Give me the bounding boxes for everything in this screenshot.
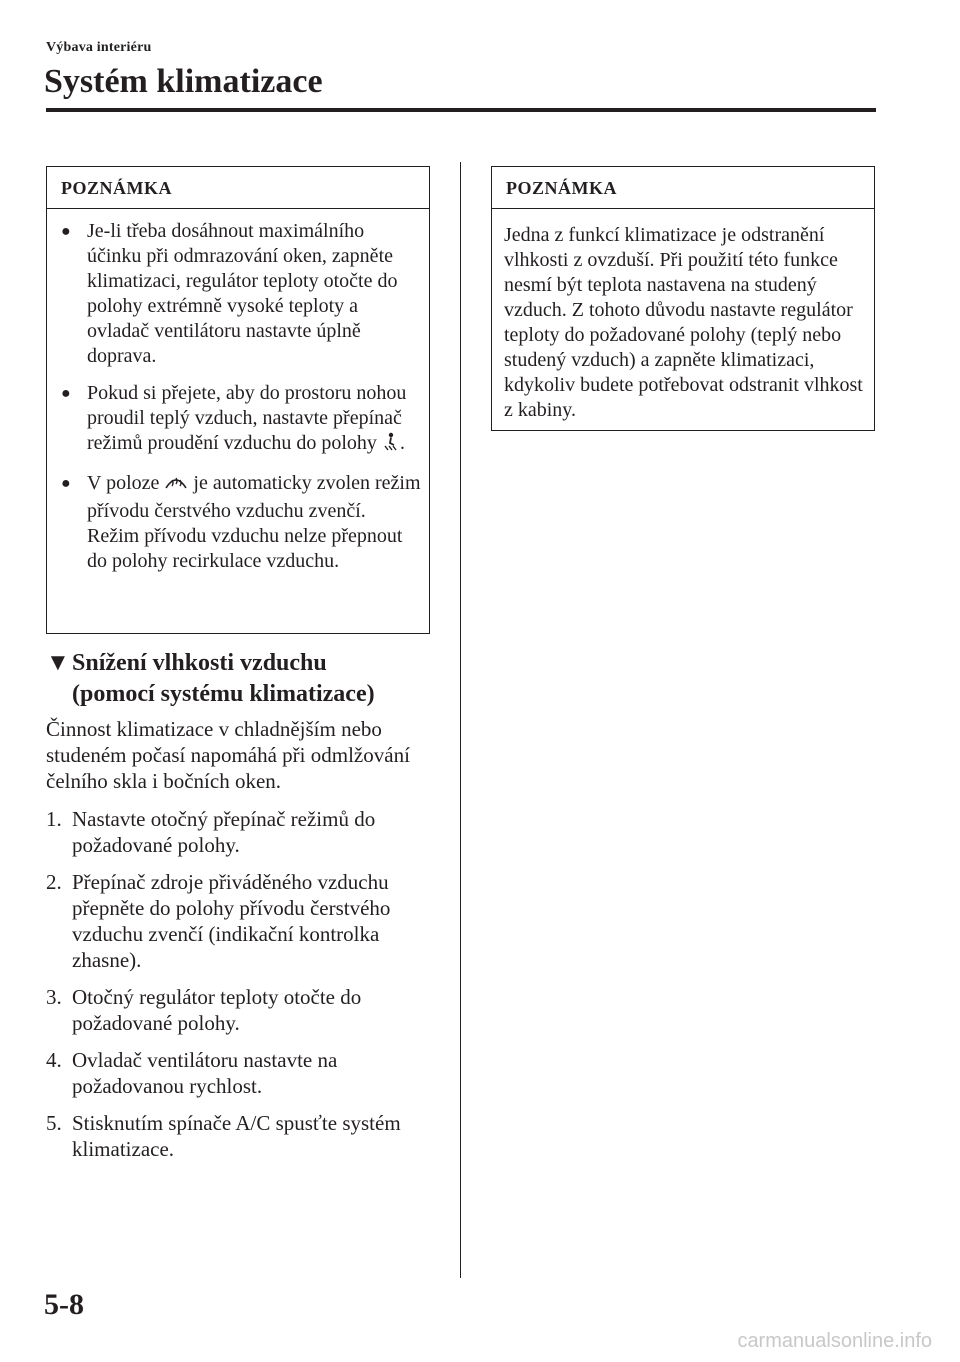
title-rule — [46, 108, 876, 112]
bullet-icon: ● — [61, 475, 71, 492]
note-item-text: je automaticky zvolen režim přívodu čerstvého vzduchu zvenčí. Režim přívodu vzduchu nelze přepnout do polohy recirkulace vzduchu. — [87, 472, 421, 572]
bullet-icon: ● — [61, 385, 71, 402]
step-list — [46, 806, 446, 1173]
note-item-text: . — [399, 432, 405, 454]
step-item — [46, 806, 446, 858]
step-number: 1. — [46, 807, 62, 831]
note-heading: POZNÁMKA — [492, 167, 874, 209]
note-box-left — [46, 166, 430, 634]
note-item-text: Pokud si přejete, aby do prostoru nohou proudil teplý vzduch, nastavte přepínač režimů proudění vzduchu do polohy — [87, 382, 407, 454]
note-item-text: Je-li třeba dosáhnout maximálního účinku při odmrazování oken, zapněte klimatizaci, regulátor teploty otočte do polohy extrémně vysoké teploty a ovladač ventilátoru nastavte úplně doprava. — [87, 220, 398, 367]
page-title: Systém klimatizace — [44, 63, 323, 100]
note-box-right — [491, 166, 875, 431]
step-text: Přepínač zdroje přiváděného vzduchu přepněte do polohy přívodu čerstvého vzduchu zvenčí (indikační kontrolka zhasne). — [72, 870, 391, 972]
step-number: 5. — [46, 1111, 62, 1135]
heading-line-2: (pomocí systému klimatizace) — [72, 681, 375, 707]
step-item — [46, 869, 446, 973]
floor-vent-icon — [382, 432, 400, 459]
step-number: 4. — [46, 1048, 62, 1072]
step-number: 2. — [46, 870, 62, 894]
note-item — [47, 381, 429, 459]
triangle-marker-icon: ▼ — [46, 650, 70, 676]
note-item — [47, 471, 429, 574]
note-item-text: V poloze — [87, 472, 165, 494]
subsection-heading — [46, 648, 375, 710]
step-number: 3. — [46, 985, 62, 1009]
column-divider — [460, 162, 461, 1278]
note-text: Jedna z funkcí klimatizace je odstranění vlhkosti z ovzduší. Při použití této funkce nesmí být teplota nastavena na studený vzduch. Z tohoto důvodu nastavte regulátor teploty do požadované polohy (teplý nebo studený vzduch) a zapněte klimatizaci, kdykoliv budete potřebovat odstranit vlhkost z kabiny. — [504, 224, 863, 421]
page-number: 5-8 — [44, 1288, 84, 1321]
heading-line-1: Snížení vlhkosti vzduchu — [72, 650, 327, 676]
bullet-icon: ● — [61, 223, 71, 240]
step-item — [46, 984, 446, 1036]
step-text: Ovladač ventilátoru nastavte na požadovanou rychlost. — [72, 1048, 338, 1098]
watermark: carmanualsonline.info — [737, 1330, 932, 1352]
step-text: Otočný regulátor teploty otočte do požadované polohy. — [72, 985, 362, 1035]
step-item — [46, 1047, 446, 1099]
defrost-icon — [164, 472, 188, 499]
step-text: Stisknutím spínače A/C spusťte systém klimatizace. — [72, 1111, 401, 1161]
note-item — [47, 219, 429, 369]
intro-paragraph: Činnost klimatizace v chladnějším nebo studeném počasí napomáhá při odmlžování čelního skla i bočních oken. — [46, 717, 410, 793]
note-heading: POZNÁMKA — [47, 167, 429, 209]
section-label: Výbava interiéru — [46, 40, 152, 55]
step-item — [46, 1110, 446, 1162]
note-list — [47, 209, 429, 574]
step-text: Nastavte otočný přepínač režimů do požadované polohy. — [72, 807, 376, 857]
